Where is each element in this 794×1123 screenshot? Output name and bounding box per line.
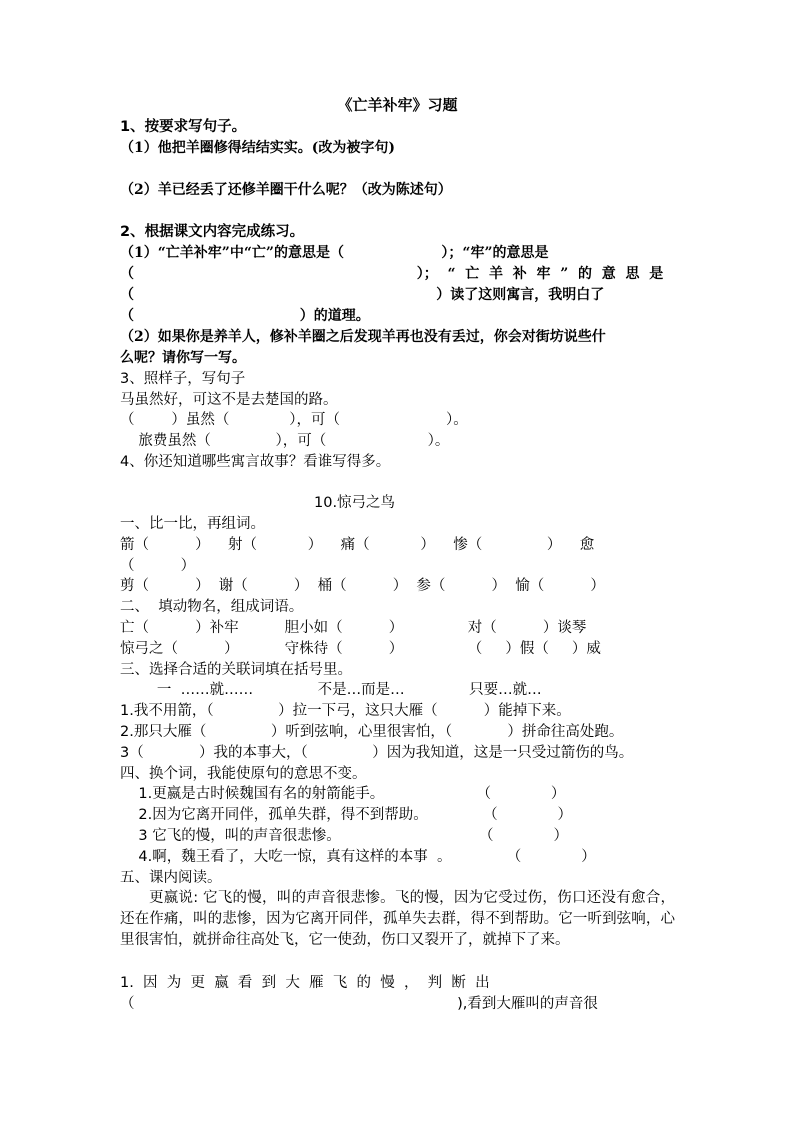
part-4-heading: 四、换个词，我能使原句的意思不变。	[120, 766, 367, 782]
part-4-line-3: 3 它飞的慢，叫的声音很悲惨。 （ ）	[120, 828, 568, 844]
part-5-question-1a: 1. 因 为 更 嬴 看 到 大 雁 飞 的 慢 ， 判 断 出	[120, 975, 490, 991]
part-4-line-4: 4.啊，魏王看了，大吃一惊，真有这样的本事 。 （ ）	[120, 849, 596, 865]
part-2-heading: 二、 填动物名，组成词语。	[120, 599, 304, 615]
part-1-line-2: 剪（ ） 谢（ ） 桶（ ） 参（ ） 愉（ ）	[120, 578, 605, 594]
part-3-line-1: 1.我不用箭，（ ）拉一下弓，这只大雁（ ）能掉下来。	[120, 703, 571, 719]
question-2-1-line-a: （1）“亡羊补牢”中“亡”的意思是（ ）；“牢”的意思是	[120, 245, 549, 261]
question-3-heading: 3、照样子，写句子	[120, 371, 246, 387]
worksheet-title: 《亡羊补牢》习题	[337, 96, 458, 114]
part-3-line-2: 2.那只大雁（ ）听到弦响，心里很害怕，（ ）拼命往高处跑。	[120, 724, 624, 740]
part-5-question-1b: （ ),看到大雁叫的声音很	[120, 996, 598, 1012]
part-3-line-3: 3（ ）我的本事大，（ ）因为我知道，这是一只受过箭伤的鸟。	[120, 745, 634, 761]
part-1-line-1a: 箭（ ） 射（ ） 痛（ ） 惨（ ） 愈	[120, 537, 595, 553]
question-2-1-line-d: （ ）的道理。	[120, 308, 370, 324]
part-1-heading: 一、比一比，再组词。	[120, 516, 265, 532]
question-2-2-line-a: （2）如果你是养羊人，修补羊圈之后发现羊再也没有丢过，你会对街坊说些什	[120, 329, 606, 345]
part-4-line-2: 2.因为它离开同伴，孤单失群，得不到帮助。 （ ）	[120, 807, 572, 823]
part-4-line-1: 1.更嬴是古时候魏国有名的射箭能手。 （ ）	[120, 786, 566, 802]
question-3-example: 马虽然好，可这不是去楚国的路。	[120, 392, 338, 408]
reading-passage: 更嬴说: 它飞的慢，叫的声音很悲惨。飞的慢，因为它受过伤，伤口还没有愈合，还在作痛，叫的悲惨，因为它离开同伴，孤单失去群，得不到帮助。它一听到弦响，心里很害怕，就拼命往高处飞，它一使劲，伤口又裂开了，就掉下了来。	[120, 890, 675, 948]
part-5-heading: 五、课内阅读。	[120, 870, 222, 886]
question-3-line-2: 旅费虽然（ ），可（ ）。	[120, 433, 450, 449]
question-2-1-line-c: （ ）读了这则寓言，我明白了	[120, 287, 605, 303]
question-3-line-1: （ ）虽然（ ），可（ ）。	[120, 412, 468, 428]
part-2-line-1: 亡（ ）补牢 胆小如（ ） 对（ ）谈琴	[120, 620, 587, 636]
question-1-1: （1）他把羊圈修得结结实实。(改为被字句)	[120, 140, 395, 156]
question-1-heading: 1、按要求写句子。	[120, 119, 247, 135]
question-2-1-line-b: （ ）； “ 亡 羊 补 牢 ” 的 意 思 是	[120, 266, 664, 282]
part-3-options: 一 ……就…… 不是…而是… 只要…就…	[120, 682, 542, 698]
part-2-line-2: 惊弓之（ ） 守株待（ ） （ ）假（ ）威	[120, 641, 601, 657]
section-2-title: 10.惊弓之鸟	[314, 495, 396, 511]
part-3-heading: 三、选择合适的关联词填在括号里。	[120, 662, 352, 678]
question-2-heading: 2、根据课文内容完成练习。	[120, 224, 305, 240]
part-1-line-1b: （ ）	[120, 558, 196, 574]
question-4: 4、你还知道哪些寓言故事？看谁写得多。	[120, 454, 391, 470]
question-2-2-line-b: 么呢？请你写一写。	[120, 350, 246, 366]
question-1-2: （2）羊已经丢了还修羊圈干什么呢？（改为陈述句）	[120, 182, 452, 198]
